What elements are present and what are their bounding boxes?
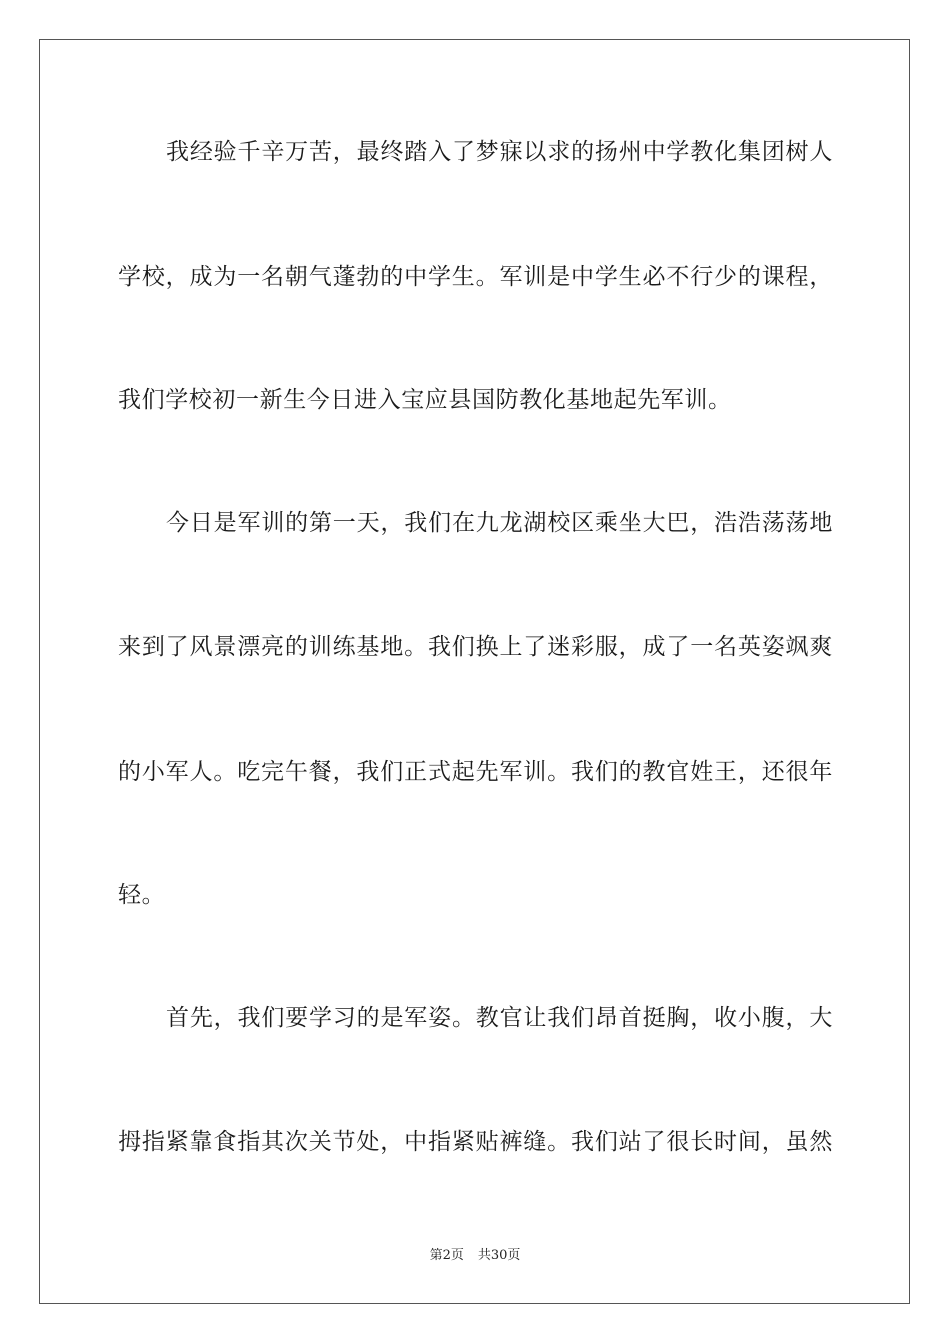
- paragraph-2-line-1: 今日是军训的第一天，我们在九龙湖校区乘坐大巴，浩浩荡荡地: [166, 510, 833, 536]
- paragraph-1-line-2: 学校，成为一名朝气蓬勃的中学生。军训是中学生必不行少的课程，: [118, 264, 833, 290]
- paragraph-2-line-3: 的小军人。吃完午餐，我们正式起先军训。我们的教官姓王，还很年: [118, 759, 833, 785]
- paragraph-1-line-3: 我们学校初一新生今日进入宝应县国防教化基地起先军训。: [118, 387, 732, 413]
- page-footer: [0, 1247, 950, 1265]
- page-border: [39, 39, 910, 1304]
- paragraph-1-line-1: 我经验千辛万苦，最终踏入了梦寐以求的扬州中学教化集团树人: [166, 139, 833, 165]
- paragraph-3-line-1: 首先，我们要学习的是军姿。教官让我们昂首挺胸，收小腹，大: [166, 1005, 833, 1031]
- paragraph-2-line-2: 来到了风景漂亮的训练基地。我们换上了迷彩服，成了一名英姿飒爽: [118, 634, 833, 660]
- page-total: 共30页: [477, 1248, 521, 1263]
- paragraph-3-line-2: 拇指紧靠食指其次关节处，中指紧贴裤缝。我们站了很长时间，虽然: [118, 1129, 833, 1155]
- page-number: 第2页: [429, 1248, 464, 1263]
- paragraph-2-line-4: 轻。: [118, 882, 166, 908]
